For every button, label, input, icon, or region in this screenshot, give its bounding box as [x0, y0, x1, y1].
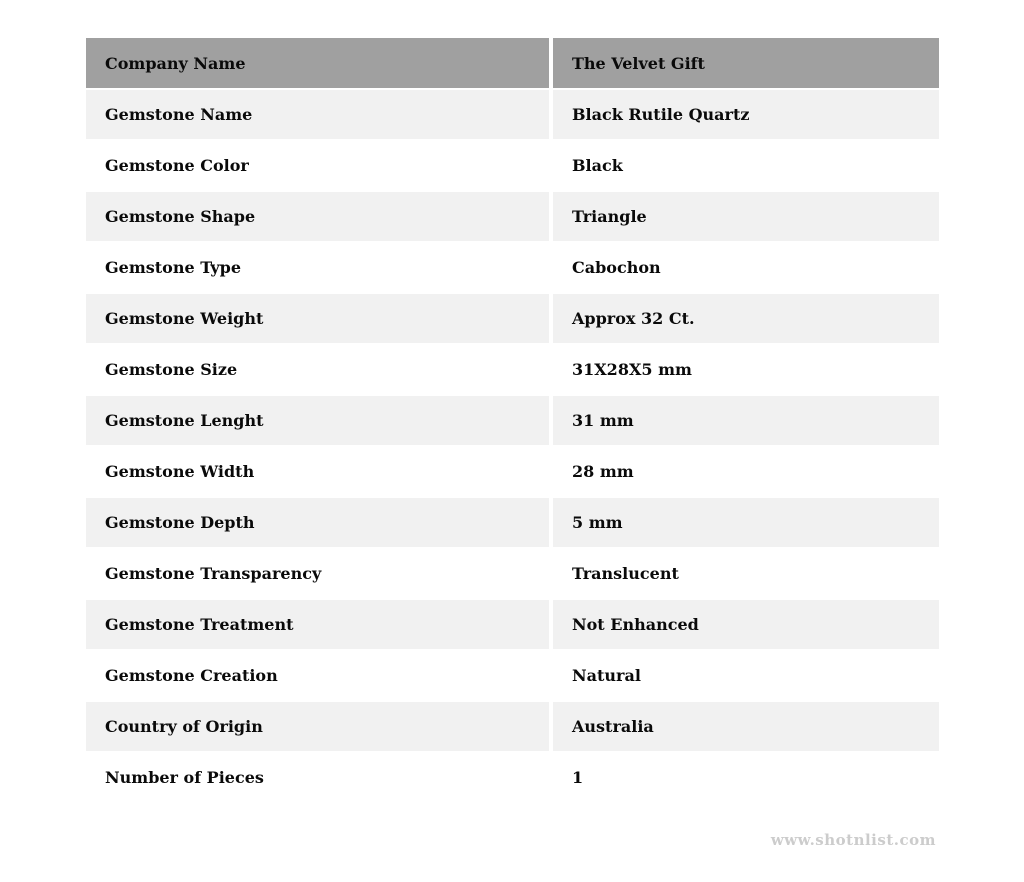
spec-value-cell: 31X28X5 mm — [553, 345, 939, 394]
table-header-value: The Velvet Gift — [553, 38, 939, 88]
spec-value-cell: 31 mm — [553, 396, 939, 445]
spec-label-cell: Country of Origin — [86, 702, 549, 751]
spec-value-cell: Australia — [553, 702, 939, 751]
spec-label-cell: Gemstone Creation — [86, 651, 549, 700]
spec-value-cell: Not Enhanced — [553, 600, 939, 649]
spec-value-cell: Black Rutile Quartz — [553, 90, 939, 139]
spec-label-cell: Gemstone Lenght — [86, 396, 549, 445]
spec-label-cell: Gemstone Size — [86, 345, 549, 394]
spec-label-cell: Gemstone Shape — [86, 192, 549, 241]
spec-label-cell: Gemstone Color — [86, 141, 549, 190]
spec-value-cell: Translucent — [553, 549, 939, 598]
spec-label-cell: Gemstone Depth — [86, 498, 549, 547]
spec-label-cell: Gemstone Transparency — [86, 549, 549, 598]
spec-value-cell: Approx 32 Ct. — [553, 294, 939, 343]
spec-label-cell: Gemstone Width — [86, 447, 549, 496]
spec-value-cell: 1 — [553, 753, 939, 802]
spec-value-cell: Natural — [553, 651, 939, 700]
spec-label-cell: Gemstone Treatment — [86, 600, 549, 649]
spec-label-cell: Number of Pieces — [86, 753, 549, 802]
spec-label-cell: Gemstone Name — [86, 90, 549, 139]
spec-value-cell: 5 mm — [553, 498, 939, 547]
spec-value-cell: Triangle — [553, 192, 939, 241]
spec-value-cell: 28 mm — [553, 447, 939, 496]
spec-value-cell: Cabochon — [553, 243, 939, 292]
spec-label-cell: Gemstone Type — [86, 243, 549, 292]
gemstone-spec-table — [86, 38, 939, 802]
spec-value-cell: Black — [553, 141, 939, 190]
watermark-text: www.shotnlist.com — [770, 831, 936, 849]
spec-label-cell: Gemstone Weight — [86, 294, 549, 343]
table-header-label: Company Name — [86, 38, 549, 88]
